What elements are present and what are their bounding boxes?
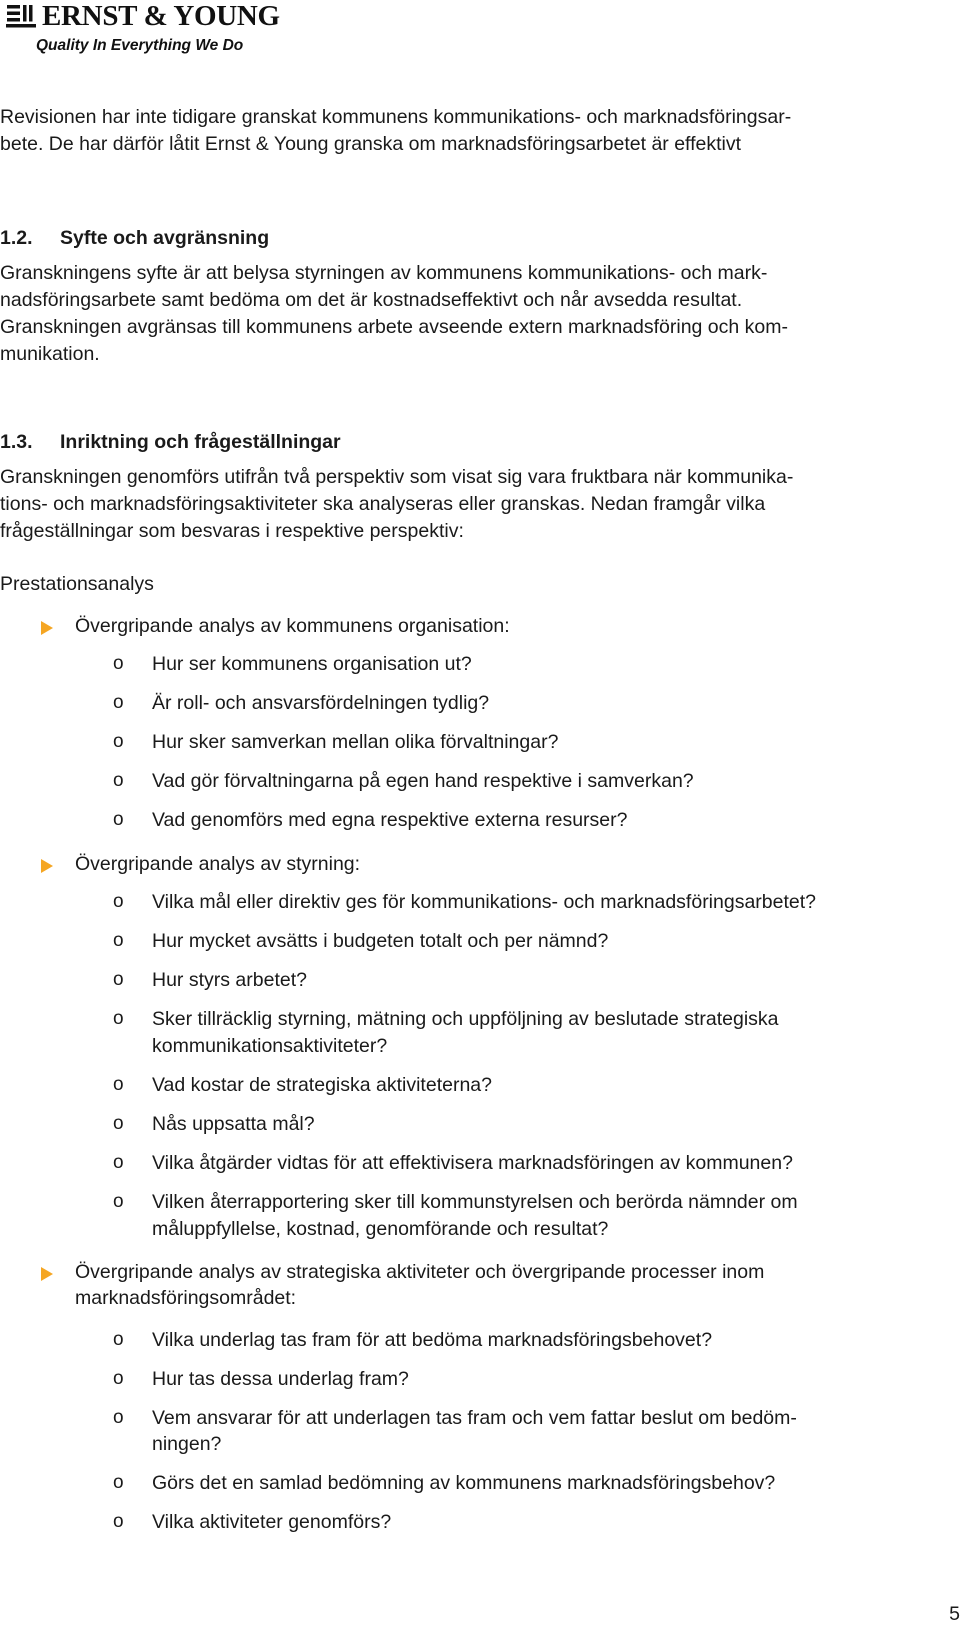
list-item: Vilka underlag tas fram för att bedöma marknadsföringsbehovet? [152, 1329, 713, 1351]
section-number: 1.3. [0, 431, 33, 453]
list-item: Hur styrs arbetet? [152, 969, 307, 991]
circle-bullet-icon: o [113, 809, 124, 830]
list-item: Vad genomförs med egna respektive externa resurser? [152, 809, 628, 831]
circle-bullet-icon: o [113, 1407, 124, 1428]
company-logo [6, 0, 306, 60]
group-title: Övergripande analys av styrning: [75, 853, 361, 875]
group-title: Övergripande analys av strategiska aktiviteter och övergripande processer inom [75, 1261, 765, 1283]
paragraph-line: Granskningen avgränsas till kommunens arbete avseende extern marknadsföring och kom- [0, 316, 788, 338]
logo-company-name: ERNST & YOUNG [42, 0, 280, 32]
circle-bullet-icon: o [113, 1152, 124, 1173]
circle-bullet-icon: o [113, 770, 124, 791]
list-item: Hur mycket avsätts i budgeten totalt och per nämnd? [152, 930, 609, 952]
ey-logo-mark-icon [6, 3, 38, 29]
paragraph-line: nadsföringsarbete samt bedöma om det är kostnadseffektivt och når avsedda resultat. [0, 289, 743, 311]
list-item: Vad kostar de strategiska aktiviteterna? [152, 1074, 492, 1096]
triangle-bullet-icon [41, 859, 53, 873]
list-item: Vilka aktiviteter genomförs? [152, 1511, 392, 1533]
list-item: Vad gör förvaltningarna på egen hand respektive i samverkan? [152, 770, 694, 792]
circle-bullet-icon: o [113, 1368, 124, 1389]
paragraph-line: munikation. [0, 343, 100, 365]
triangle-bullet-icon [41, 1267, 53, 1281]
circle-bullet-icon: o [113, 653, 124, 674]
list-item: Vilken återrapportering sker till kommunstyrelsen och berörda nämnder om [152, 1191, 798, 1213]
list-item: Hur sker samverkan mellan olika förvaltningar? [152, 731, 559, 753]
section-1-2-heading [0, 227, 269, 250]
section-number: 1.2. [0, 227, 33, 249]
section-title: Syfte och avgränsning [60, 227, 270, 249]
page-number: 5 [949, 1603, 960, 1625]
circle-bullet-icon: o [113, 1008, 124, 1029]
paragraph-line: frågeställningar som besvaras i respektive perspektiv: [0, 520, 464, 542]
paragraph-line: tions- och marknadsföringsaktiviteter ska analyseras eller granskas. Nedan framgår vilka [0, 493, 766, 515]
circle-bullet-icon: o [113, 692, 124, 713]
circle-bullet-icon: o [113, 1511, 124, 1532]
circle-bullet-icon: o [113, 891, 124, 912]
list-item: Hur tas dessa underlag fram? [152, 1368, 409, 1390]
list-item: Vilka mål eller direktiv ges för kommunikations- och marknadsföringsarbetet? [152, 891, 817, 913]
group-title: Övergripande analys av kommunens organisation: [75, 615, 510, 637]
intro-line: Revisionen har inte tidigare granskat kommunens kommunikations- och marknadsföringsar- [0, 106, 792, 128]
list-item: kommunikationsaktiviteter? [152, 1035, 388, 1057]
list-item: Är roll- och ansvarsfördelningen tydlig? [152, 692, 490, 714]
intro-line: bete. De har därför låtit Ernst & Young granska om marknadsföringsarbetet är effektivt [0, 133, 742, 155]
circle-bullet-icon: o [113, 1074, 124, 1095]
section-1-3-paragraph [0, 464, 940, 545]
circle-bullet-icon: o [113, 930, 124, 951]
list-item: Vem ansvarar för att underlagen tas fram och vem fattar beslut om bedöm- [152, 1407, 797, 1429]
section-1-2-paragraph [0, 260, 940, 368]
section-1-3-heading [0, 431, 341, 454]
list-item: ningen? [152, 1433, 222, 1455]
list-item: Vilka åtgärder vidtas för att effektivisera marknadsföringen av kommunen? [152, 1152, 793, 1174]
list-item: Nås uppsatta mål? [152, 1113, 315, 1135]
circle-bullet-icon: o [113, 1191, 124, 1212]
logo-tagline: Quality In Everything We Do [36, 37, 244, 54]
circle-bullet-icon: o [113, 1472, 124, 1493]
intro-paragraph [0, 104, 940, 158]
list-item: Sker tillräcklig styrning, mätning och uppföljning av beslutade strategiska [152, 1008, 779, 1030]
section-title: Inriktning och frågeställningar [60, 431, 341, 453]
group-title: marknadsföringsområdet: [75, 1287, 297, 1309]
paragraph-line: Granskningen genomförs utifrån två perspektiv som visat sig vara fruktbara när kommunika- [0, 466, 794, 488]
circle-bullet-icon: o [113, 969, 124, 990]
circle-bullet-icon: o [113, 1329, 124, 1350]
subheading: Prestationsanalys [0, 573, 154, 595]
triangle-bullet-icon [41, 621, 53, 635]
circle-bullet-icon: o [113, 731, 124, 752]
list-item: Görs det en samlad bedömning av kommunens marknadsföringsbehov? [152, 1472, 776, 1494]
paragraph-line: Granskningens syfte är att belysa styrningen av kommunens kommunikations- och mark- [0, 262, 768, 284]
list-item: Hur ser kommunens organisation ut? [152, 653, 472, 675]
circle-bullet-icon: o [113, 1113, 124, 1134]
list-item: måluppfyllelse, kostnad, genomförande och resultat? [152, 1218, 609, 1240]
